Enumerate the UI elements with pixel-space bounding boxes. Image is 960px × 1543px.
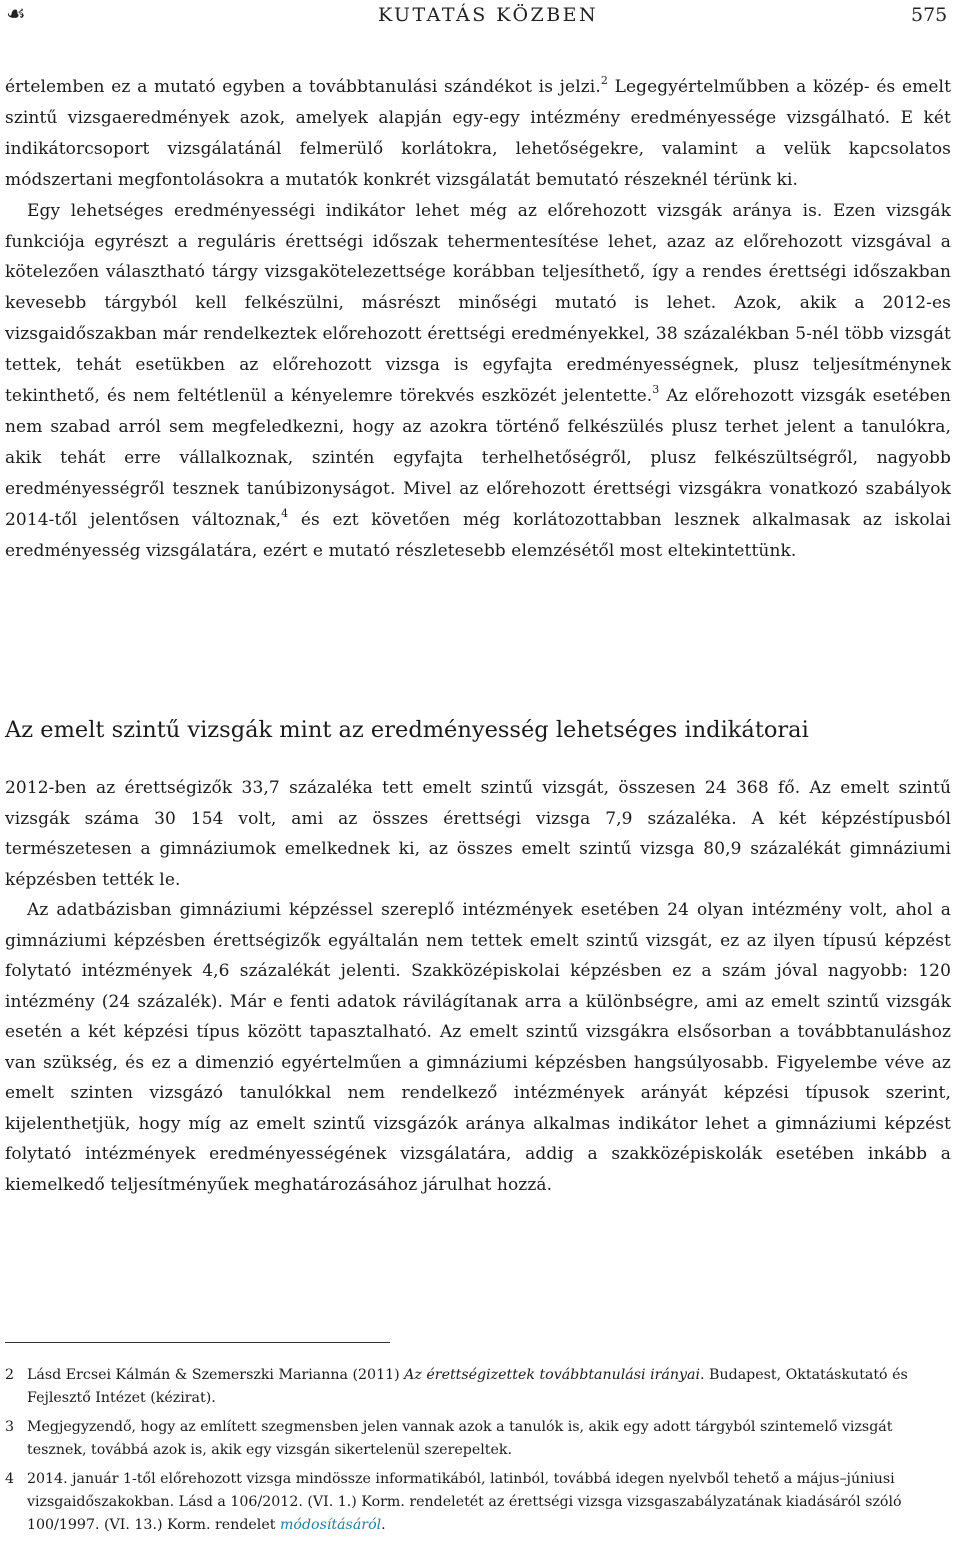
footnote-divider bbox=[5, 1342, 390, 1343]
footnote-text: Lásd Ercsei Kálmán & Szemerszki Marianna (2011) bbox=[27, 1367, 405, 1383]
paragraph-text: értelemben ez a mutató egyben a továbbtanulási szándékot is jelzi. bbox=[5, 77, 601, 97]
running-title: KUTATÁS KÖZBEN bbox=[378, 4, 599, 26]
footnote-ref-2[interactable]: 2 bbox=[600, 74, 608, 87]
cited-title: Az érettségizettek továbbtanulási irányai bbox=[404, 1367, 701, 1383]
intro-paragraphs bbox=[5, 72, 951, 567]
footnote-text: 2014. január 1-től előrehozott vizsga mindössze informatikából, latinból, továbbá idegen nyelvből tehető a május–júniusi vizsgaidőszakokban. Lásd a 106/2012. (VI. 1.) Korm. rendeletét az érettségi vizsga vizsgaszabályzatának kiadásáról szóló 100/1997. (VI. 13.) Korm. rendelet bbox=[27, 1471, 902, 1533]
page-number: 575 bbox=[911, 4, 948, 26]
footnote-4 bbox=[5, 1468, 950, 1537]
footnote-number: 3 bbox=[5, 1419, 15, 1435]
footnote-ref-3[interactable]: 3 bbox=[652, 383, 660, 397]
paragraph-text: és ezt követően még korlátozottabban lesznek alkalmasak az iskolai eredményesség vizsgálatára, ezért e mutató részletesebb elemzésétől most eltekintettünk. bbox=[5, 509, 951, 561]
footnotes bbox=[5, 1364, 950, 1543]
fleuron-ornament-icon: ☙ bbox=[6, 2, 26, 27]
paragraph-text: 2012-ben az érettségizők 33,7 százaléka tett emelt szintű vizsgát, összesen 24 368 fő. Az emelt szintű vizsgák száma 30 154 volt, ami az összes érettségi vizsga 7,9 százaléka. A két képzéstípusból természetesen a gimnáziumok emelkednek ki, az összes emelt szintű vizsga 80,9 százalékát gimnáziumi képzésben tették le. bbox=[5, 778, 951, 890]
footnote-text: . Budapest, Oktatáskutató és Fejlesztő Intézet (kézirat). bbox=[27, 1367, 908, 1406]
footnote-ref-4[interactable]: 4 bbox=[281, 506, 289, 520]
running-header bbox=[0, 0, 960, 40]
paragraph-text: Legegyértelműbben a közép- és emelt szintű vizsgaeredmények azok, amelyek alapján egy-egy intézmény eredményessége vizsgálható. E két indikátorcsoport vizsgálatánál felmerülő korlátokra, lehetőségekre, valamint a velük kapcsolatos módszertani megfontolásokra a mutatók konkrét vizsgálatát bemutató részeknél térünk ki. bbox=[5, 77, 951, 190]
paragraph-text: Az előrehozott vizsgák esetében nem szabad arról sem megfeledkezni, hogy az azokra történő felkészülés plusz terhet jelent a tanulókra, akik tehát erre vállalkoznak, szintén egyfajta terhelhetőségről, plusz felkészültségről, nagyobb eredményességről tesznek tanúbizonyságot. Mivel az előrehozott érettségi vizsgákra vonatkozó szabályok 2014-től jelentősen változnak, bbox=[5, 386, 951, 530]
footnote-text: Megjegyzendő, hogy az említett szegmensben jelen vannak azok a tanulók is, akik egy adott tárgyból szintemelő vizsgát tesznek, továbbá azok is, akik egy vizsgán sikertelenül szerepeltek. bbox=[27, 1419, 893, 1458]
footnote-3 bbox=[5, 1416, 950, 1462]
paragraph-text: Az adatbázisban gimnáziumi képzéssel szereplő intézmények esetében 24 olyan intézmény volt, ahol a gimnáziumi képzésben érettségizők egyáltalán nem tettek emelt szintű vizsgát, ez az ilyen típusú képzést folytató intézmények 4,6 százalékát jelenti. Szakközépiskolai képzésben ez a szám jóval nagyobb: 120 intézmény (24 százalék). Már e fenti adatok rávilágítanak arra a különbségre, ami az emelt szintű vizsgák esetén a két képzési típus között tapasztalható. Az emelt szintű vizsgákra elsősorban a továbbtanuláshoz van szükség, és ez a dimenzió egyértelműen a gimnáziumi képzésben hangsúlyosabb. Figyelembe véve az emelt szinten vizsgázó tanulókkal nem rendelkező intézmények arányát képzési típusok szerint, kijelenthetjük, hogy míg az emelt szintű vizsgázók aránya alkalmas indikátor lehet a gimnáziumi képzést folytató intézmények eredményességének vizsgálatára, addig a szakközépiskolák esetében inkább a kiemelkedő teljesítményűek meghatározásához járulhat hozzá. bbox=[5, 900, 951, 1195]
section-heading: Az emelt szintű vizsgák mint az eredményesség lehetséges indikátorai bbox=[5, 717, 809, 743]
amendment-link[interactable]: módosításáról bbox=[279, 1517, 382, 1533]
paragraph-text: Egy lehetséges eredményességi indikátor lehet még az előrehozott vizsgák aránya is. Ezen vizsgák funkciója egyrészt a reguláris érettségi időszak tehermentesítése lehet, azaz az előrehozott vizsgával a kötelezően választható tárgy vizsgakötelezettsége korábban teljesíthető, így a rendes érettségi időszakban kevesebb tárgyból kell felkészülni, másrészt minőségi mutató is lehet. Azok, akik a 2012-es vizsgaidőszakban már rendelkeztek előrehozott érettségi eredményekkel, 38 százalékban 5-nél több vizsgát tettek, tehát esetükben az előrehozott vizsga is egyfajta eredményességnek, plusz teljesítménynek tekinthető, és nem feltétlenül a kényelemre törekvés eszközét jelentette. bbox=[5, 200, 951, 407]
footnote-2 bbox=[5, 1364, 950, 1410]
footnote-number: 2 bbox=[5, 1367, 15, 1383]
footnote-text: . bbox=[381, 1517, 386, 1533]
footnote-number: 4 bbox=[5, 1471, 15, 1487]
section-paragraphs bbox=[5, 773, 951, 1200]
